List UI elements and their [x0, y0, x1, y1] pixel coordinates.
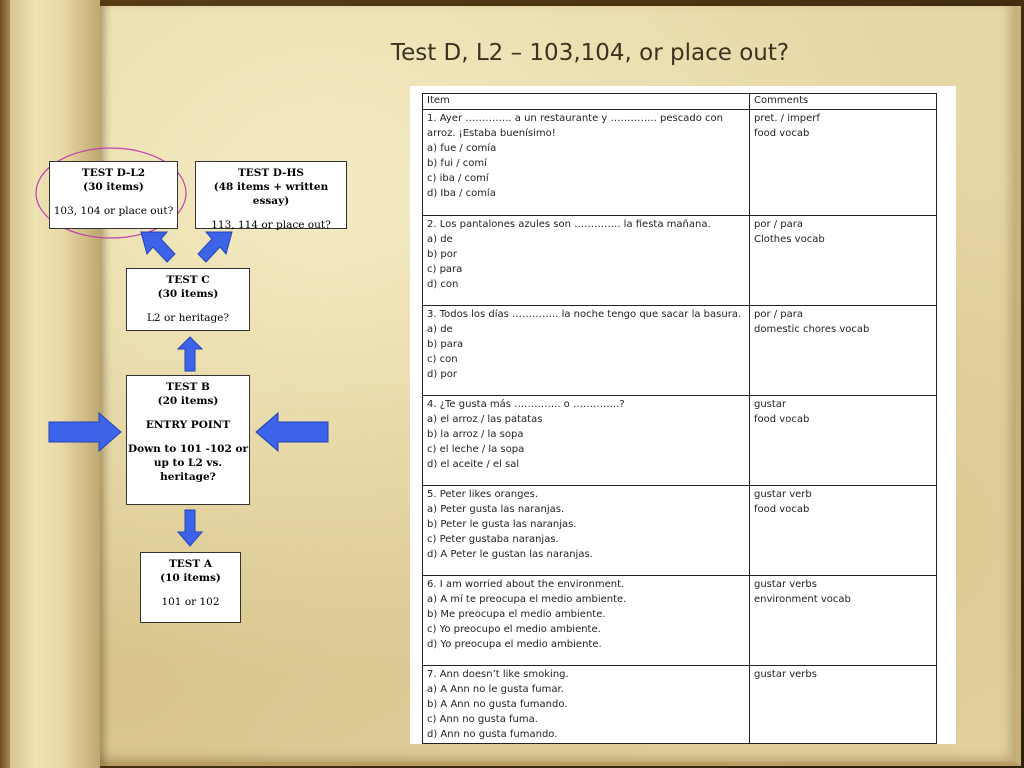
question-line: d) Ann no gusta fumando. — [427, 729, 558, 740]
question-line: c) Peter gustaba naranjas. — [427, 534, 559, 545]
comment-cell — [750, 666, 937, 744]
question-stem: 7. Ann doesn’t like smoking. — [427, 669, 569, 680]
comment-line: gustar verbs — [754, 579, 817, 590]
entry-point-label: ENTRY POINT — [145, 419, 231, 431]
box-items: (48 items + written essay) — [213, 181, 329, 207]
table-header-row — [423, 94, 937, 110]
question-stem: 6. I am worried about the environment. — [427, 579, 625, 590]
box-title: TEST A — [168, 558, 212, 570]
arrow-up-icon — [176, 335, 204, 373]
question-line: d) A Peter le gustan las naranjas. — [427, 549, 593, 560]
question-cell — [423, 576, 750, 666]
question-cell — [423, 486, 750, 576]
comment-line: por / para — [754, 219, 804, 230]
slide-title: Test D, L2 – 103,104, or place out? — [390, 40, 790, 66]
question-stem: 5. Peter likes oranges. — [427, 489, 539, 500]
question-line: b) Me preocupa el medio ambiente. — [427, 609, 606, 620]
comment-line: food vocab — [754, 414, 810, 425]
question-stem: 2. Los pantalones azules son ………….. la fiesta mañana. — [427, 219, 711, 230]
question-line: d) con — [427, 279, 459, 290]
comment-line: gustar — [754, 399, 787, 410]
question-line: b) A Ann no gusta fumando. — [427, 699, 568, 710]
question-line: arroz. ¡Estaba buenísimo! — [427, 128, 556, 139]
question-cell — [423, 666, 750, 744]
header-item: Item — [423, 94, 750, 110]
question-line: a) de — [427, 324, 453, 335]
arrow-up-right-icon — [196, 228, 236, 268]
box-note: 101 or 102 — [161, 596, 220, 608]
question-line: c) Yo preocupo el medio ambiente. — [427, 624, 601, 635]
box-note: L2 or heritage? — [146, 312, 230, 324]
question-line: a) A Ann no le gusta fumar. — [427, 684, 564, 695]
comment-line: por / para — [754, 309, 804, 320]
question-line: b) la arroz / la sopa — [427, 429, 524, 440]
box-items: (30 items) — [157, 288, 219, 300]
question-line: c) para — [427, 264, 463, 275]
box-note: heritage? — [160, 471, 216, 483]
table-row — [423, 110, 937, 216]
box-note: 113, 114 or place out? — [211, 219, 331, 231]
question-cell — [423, 110, 750, 216]
question-line: c) el leche / la sopa — [427, 444, 525, 455]
question-stem: 4. ¿Te gusta más ………….. o …………..? — [427, 399, 625, 410]
comment-cell — [750, 306, 937, 396]
box-title: TEST C — [166, 274, 210, 286]
box-items: (10 items) — [160, 572, 221, 584]
test-d-hs-box — [195, 161, 347, 229]
box-note: up to L2 vs. — [153, 457, 223, 469]
comment-line: pret. / imperf — [754, 113, 820, 124]
questions-table — [422, 93, 937, 744]
comment-line: gustar verbs — [754, 669, 817, 680]
header-comments: Comments — [750, 94, 937, 110]
question-line: d) Yo preocupa el medio ambiente. — [427, 639, 602, 650]
box-title: TEST D-HS — [237, 167, 305, 179]
table-row — [423, 306, 937, 396]
question-cell — [423, 396, 750, 486]
arrow-left-icon — [254, 411, 330, 453]
question-line: d) por — [427, 369, 458, 380]
comment-line: food vocab — [754, 504, 810, 515]
table-row — [423, 216, 937, 306]
box-note: Down to 101 -102 or — [128, 443, 248, 455]
table-row — [423, 486, 937, 576]
comment-line: environment vocab — [754, 594, 851, 605]
comment-cell — [750, 110, 937, 216]
comment-line: gustar verb — [754, 489, 812, 500]
comment-line: domestic chores vocab — [754, 324, 870, 335]
question-line: d) el aceite / el sal — [427, 459, 520, 470]
box-title: TEST B — [166, 381, 210, 393]
box-note: 103, 104 or place out? — [53, 205, 174, 217]
question-line: b) para — [427, 339, 464, 350]
comment-cell — [750, 396, 937, 486]
question-line: a) fue / comía — [427, 143, 497, 154]
test-b-box — [126, 375, 250, 505]
question-line: a) A mí te preocupa el medio ambiente. — [427, 594, 627, 605]
question-cell — [423, 306, 750, 396]
question-line: c) con — [427, 354, 458, 365]
arrow-up-left-icon — [137, 228, 177, 268]
question-line: b) por — [427, 249, 458, 260]
question-stem: 3. Todos los días ………….. la noche tengo que sacar la basura. — [427, 309, 742, 320]
comment-line: food vocab — [754, 128, 810, 139]
question-line: a) Peter gusta las naranjas. — [427, 504, 565, 515]
question-line: a) de — [427, 234, 453, 245]
comment-cell — [750, 486, 937, 576]
box-items: (30 items) — [83, 181, 144, 193]
test-a-box — [140, 552, 241, 623]
question-line: b) fui / comí — [427, 158, 487, 169]
book-spine — [0, 0, 100, 768]
table-row — [423, 666, 937, 744]
question-line: c) iba / comí — [427, 173, 489, 184]
table-row — [423, 576, 937, 666]
comment-cell — [750, 576, 937, 666]
question-line: a) el arroz / las patatas — [427, 414, 543, 425]
test-d-l2-box — [49, 161, 178, 229]
box-items: (20 items) — [157, 395, 219, 407]
comment-cell — [750, 216, 937, 306]
box-title: TEST D-L2 — [81, 167, 146, 179]
question-line: c) Ann no gusta fuma. — [427, 714, 538, 725]
comment-line: Clothes vocab — [754, 234, 825, 245]
test-c-box — [126, 268, 250, 331]
question-line: d) Iba / comía — [427, 188, 496, 199]
arrow-right-icon — [47, 411, 123, 453]
table-row — [423, 396, 937, 486]
arrow-down-icon — [176, 508, 204, 548]
question-line: b) Peter le gusta las naranjas. — [427, 519, 577, 530]
question-stem: 1. Ayer ………….. a un restaurante y ………….. pescado con — [427, 113, 723, 124]
question-cell — [423, 216, 750, 306]
